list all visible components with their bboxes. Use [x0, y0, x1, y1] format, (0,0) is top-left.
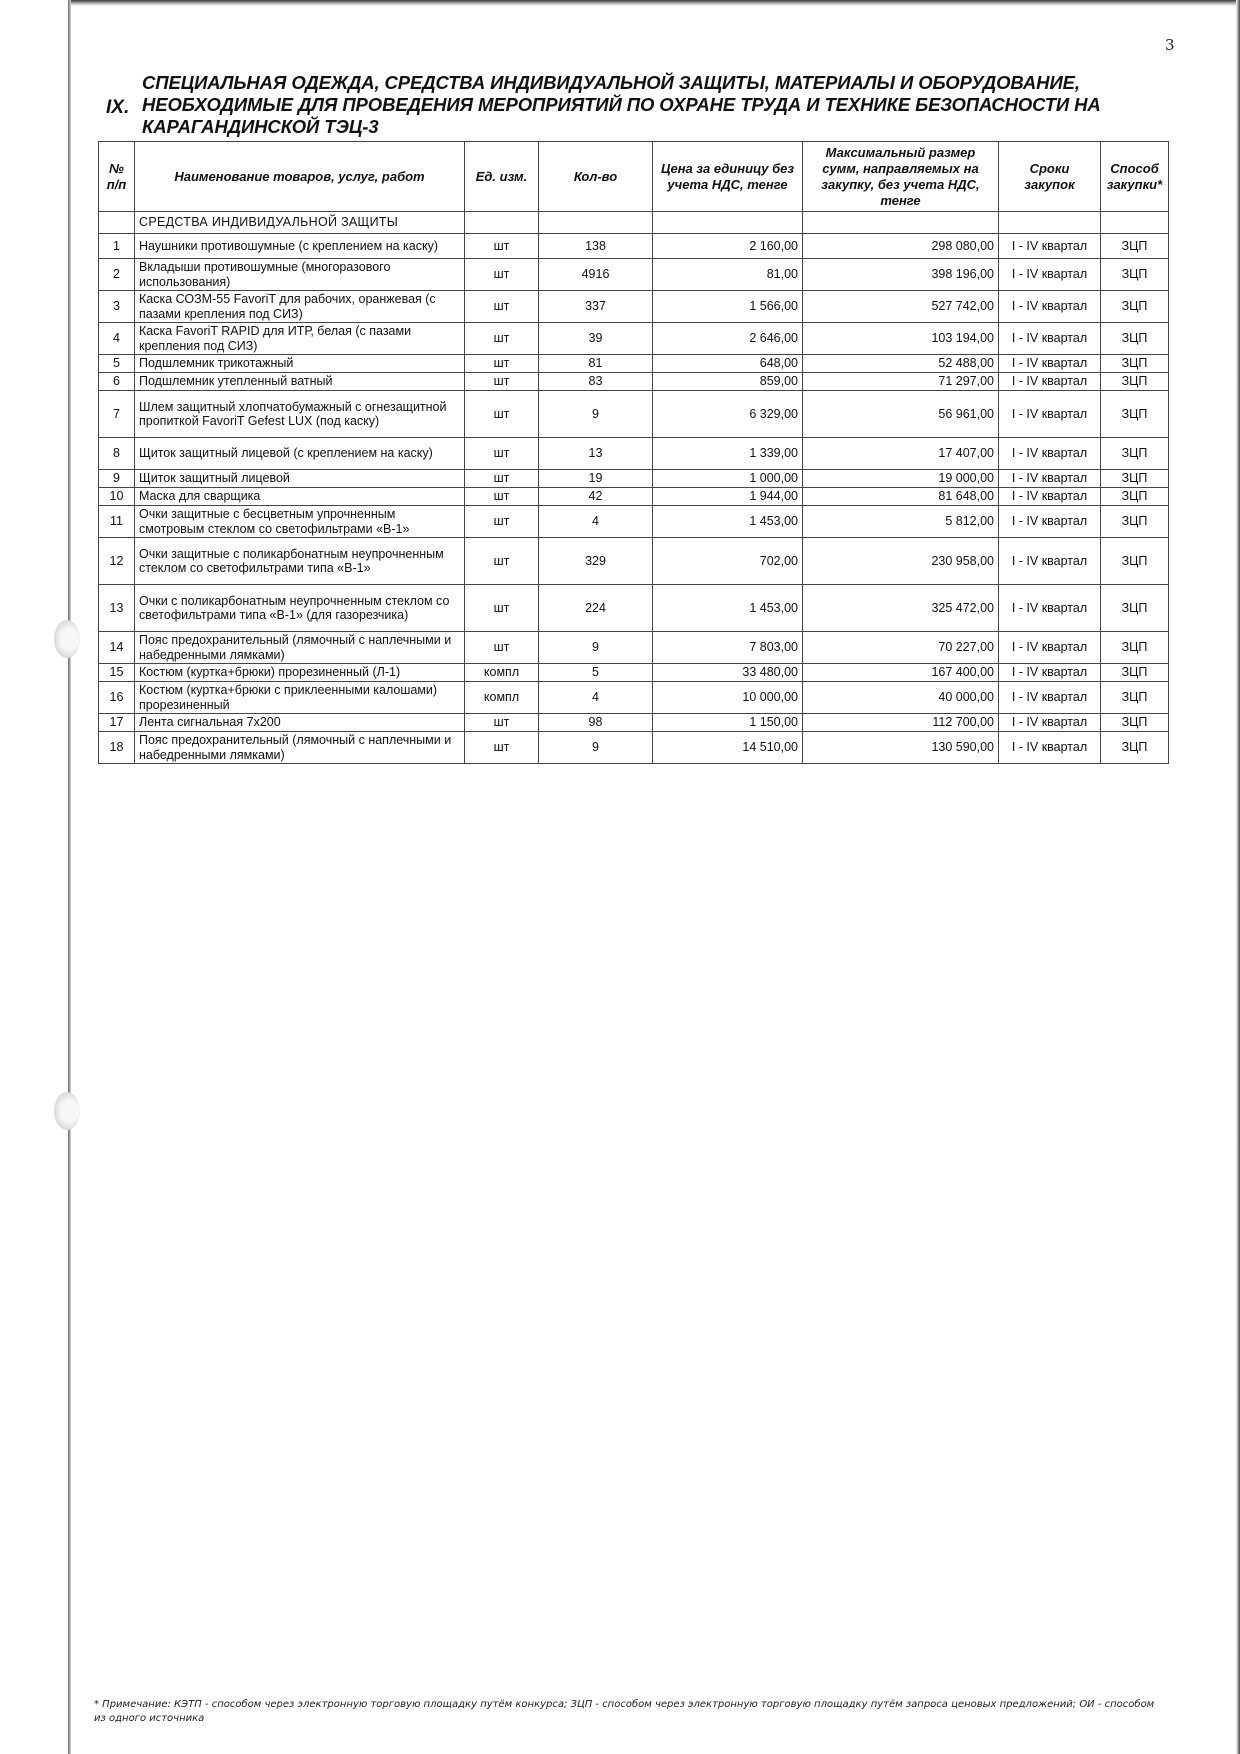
item-quantity: 138: [539, 234, 653, 259]
row-number: 2: [99, 259, 135, 291]
page-number: 3: [1165, 36, 1175, 54]
item-name: Щиток защитный лицевой (с креплением на каску): [135, 438, 465, 470]
header-method: Способ закупки*: [1101, 142, 1169, 212]
item-period: I - IV квартал: [999, 259, 1101, 291]
item-quantity: 337: [539, 291, 653, 323]
table-row: [99, 664, 1169, 682]
table-row: [99, 632, 1169, 664]
item-unit-price: 1 150,00: [653, 714, 803, 732]
item-unit: шт: [465, 714, 539, 732]
item-quantity: 9: [539, 391, 653, 438]
item-period: I - IV квартал: [999, 632, 1101, 664]
item-unit-price: 1 339,00: [653, 438, 803, 470]
item-total: 17 407,00: [803, 438, 999, 470]
table-row: [99, 682, 1169, 714]
item-period: I - IV квартал: [999, 488, 1101, 506]
item-unit: шт: [465, 234, 539, 259]
item-unit: шт: [465, 632, 539, 664]
item-period: I - IV квартал: [999, 355, 1101, 373]
category-empty-cell: [999, 212, 1101, 234]
header-qty: Кол-во: [539, 142, 653, 212]
item-total: 230 958,00: [803, 538, 999, 585]
item-unit-price: 14 510,00: [653, 732, 803, 764]
item-unit-price: 1 566,00: [653, 291, 803, 323]
item-unit: шт: [465, 373, 539, 391]
header-num: № п/п: [99, 142, 135, 212]
item-method: ЗЦП: [1101, 506, 1169, 538]
item-name: Маска для сварщика: [135, 488, 465, 506]
item-name: Очки с поликарбонатным неупрочненным стеклом со светофильтрами типа «В-1» (для газорезчика): [135, 585, 465, 632]
item-method: ЗЦП: [1101, 291, 1169, 323]
table-row: [99, 506, 1169, 538]
row-number: 11: [99, 506, 135, 538]
section-title: СПЕЦИАЛЬНАЯ ОДЕЖДА, СРЕДСТВА ИНДИВИДУАЛЬНОЙ ЗАЩИТЫ, МАТЕРИАЛЫ И ОБОРУДОВАНИЕ, НЕОБХОДИМЫЕ ДЛЯ ПРОВЕДЕНИЯ МЕРОПРИЯТИЙ ПО ОХРАНЕ ТРУДА И ТЕХНИКЕ БЕЗОПАСНОСТИ НА КАРАГАНДИНСКОЙ ТЭЦ-3: [142, 72, 1101, 137]
item-total: 40 000,00: [803, 682, 999, 714]
item-period: I - IV квартал: [999, 664, 1101, 682]
item-quantity: 98: [539, 714, 653, 732]
item-method: ЗЦП: [1101, 259, 1169, 291]
item-unit-price: 1 453,00: [653, 585, 803, 632]
table-row: [99, 538, 1169, 585]
item-unit: шт: [465, 438, 539, 470]
category-num-cell: [99, 212, 135, 234]
row-number: 3: [99, 291, 135, 323]
table-row: [99, 355, 1169, 373]
row-number: 17: [99, 714, 135, 732]
item-total: 298 080,00: [803, 234, 999, 259]
item-unit-price: 648,00: [653, 355, 803, 373]
item-unit-price: 6 329,00: [653, 391, 803, 438]
item-period: I - IV квартал: [999, 732, 1101, 764]
item-unit: шт: [465, 488, 539, 506]
item-total: 19 000,00: [803, 470, 999, 488]
section-number: IX.: [106, 97, 130, 118]
item-quantity: 4: [539, 506, 653, 538]
item-total: 167 400,00: [803, 664, 999, 682]
item-method: ЗЦП: [1101, 732, 1169, 764]
row-number: 7: [99, 391, 135, 438]
item-unit-price: 702,00: [653, 538, 803, 585]
item-quantity: 39: [539, 323, 653, 355]
item-method: ЗЦП: [1101, 664, 1169, 682]
procurement-table: [98, 141, 1169, 764]
item-unit-price: 7 803,00: [653, 632, 803, 664]
item-unit: шт: [465, 291, 539, 323]
item-name: Каска FavoriT RAPID для ИТР, белая (с пазами крепления под СИЗ): [135, 323, 465, 355]
header-unit: Ед. изм.: [465, 142, 539, 212]
item-name: Подшлемник трикотажный: [135, 355, 465, 373]
item-name: Очки защитные с бесцветным упрочненным смотровым стеклом со светофильтрами «В-1»: [135, 506, 465, 538]
item-quantity: 9: [539, 632, 653, 664]
row-number: 4: [99, 323, 135, 355]
item-name: Каска СОЗМ-55 FavoriT для рабочих, оранжевая (с пазами крепления под СИЗ): [135, 291, 465, 323]
item-total: 70 227,00: [803, 632, 999, 664]
item-total: 71 297,00: [803, 373, 999, 391]
item-unit-price: 81,00: [653, 259, 803, 291]
item-unit: шт: [465, 470, 539, 488]
item-total: 527 742,00: [803, 291, 999, 323]
item-unit: шт: [465, 323, 539, 355]
item-unit: шт: [465, 732, 539, 764]
item-unit: шт: [465, 506, 539, 538]
table-row: [99, 323, 1169, 355]
item-period: I - IV квартал: [999, 323, 1101, 355]
item-method: ЗЦП: [1101, 585, 1169, 632]
item-name: Подшлемник утепленный ватный: [135, 373, 465, 391]
row-number: 13: [99, 585, 135, 632]
category-row: [99, 212, 1169, 234]
punch-hole-lower: [54, 1092, 80, 1130]
item-unit-price: 2 160,00: [653, 234, 803, 259]
item-total: 130 590,00: [803, 732, 999, 764]
table-row: [99, 234, 1169, 259]
item-method: ЗЦП: [1101, 632, 1169, 664]
item-name: Щиток защитный лицевой: [135, 470, 465, 488]
item-unit-price: 859,00: [653, 373, 803, 391]
item-period: I - IV квартал: [999, 391, 1101, 438]
row-number: 1: [99, 234, 135, 259]
item-name: Вкладыши противошумные (многоразового использования): [135, 259, 465, 291]
scan-edge-right: [1236, 0, 1240, 1754]
table-row: [99, 259, 1169, 291]
item-unit-price: 1 944,00: [653, 488, 803, 506]
row-number: 16: [99, 682, 135, 714]
item-method: ЗЦП: [1101, 682, 1169, 714]
table-header-row: [99, 142, 1169, 212]
item-period: I - IV квартал: [999, 438, 1101, 470]
row-number: 8: [99, 438, 135, 470]
item-method: ЗЦП: [1101, 714, 1169, 732]
item-method: ЗЦП: [1101, 234, 1169, 259]
header-price: Цена за единицу без учета НДС, тенге: [653, 142, 803, 212]
table-row: [99, 291, 1169, 323]
item-quantity: 42: [539, 488, 653, 506]
scan-edge-left: [68, 0, 71, 1754]
item-period: I - IV квартал: [999, 470, 1101, 488]
item-name: Наушники противошумные (с креплением на каску): [135, 234, 465, 259]
item-unit: компл: [465, 682, 539, 714]
item-unit: шт: [465, 355, 539, 373]
table-row: [99, 438, 1169, 470]
item-unit-price: 1 000,00: [653, 470, 803, 488]
item-method: ЗЦП: [1101, 323, 1169, 355]
item-name: Шлем защитный хлопчатобумажный с огнезащитной пропиткой FavoriT Gefest LUX (под каску): [135, 391, 465, 438]
item-total: 398 196,00: [803, 259, 999, 291]
item-period: I - IV квартал: [999, 714, 1101, 732]
category-empty-cell: [465, 212, 539, 234]
category-label: СРЕДСТВА ИНДИВИДУАЛЬНОЙ ЗАЩИТЫ: [135, 212, 465, 234]
item-period: I - IV квартал: [999, 585, 1101, 632]
item-method: ЗЦП: [1101, 391, 1169, 438]
category-empty-cell: [1101, 212, 1169, 234]
item-period: I - IV квартал: [999, 373, 1101, 391]
item-quantity: 9: [539, 732, 653, 764]
item-quantity: 81: [539, 355, 653, 373]
item-name: Пояс предохранительный (лямочный с наплечными и набедренными лямками): [135, 632, 465, 664]
item-total: 81 648,00: [803, 488, 999, 506]
item-method: ЗЦП: [1101, 538, 1169, 585]
item-quantity: 4916: [539, 259, 653, 291]
item-total: 112 700,00: [803, 714, 999, 732]
table-row: [99, 714, 1169, 732]
table-row: [99, 732, 1169, 764]
item-period: I - IV квартал: [999, 291, 1101, 323]
item-period: I - IV квартал: [999, 538, 1101, 585]
table-row: [99, 373, 1169, 391]
item-name: Костюм (куртка+брюки с приклеенными калошами) прорезиненный: [135, 682, 465, 714]
category-empty-cell: [803, 212, 999, 234]
category-empty-cell: [653, 212, 803, 234]
item-name: Лента сигнальная 7х200: [135, 714, 465, 732]
item-total: 103 194,00: [803, 323, 999, 355]
item-period: I - IV квартал: [999, 682, 1101, 714]
header-period: Сроки закупок: [999, 142, 1101, 212]
item-unit-price: 1 453,00: [653, 506, 803, 538]
item-name: Пояс предохранительный (лямочный с наплечными и набедренными лямками): [135, 732, 465, 764]
item-name: Костюм (куртка+брюки) прорезиненный (Л-1): [135, 664, 465, 682]
item-unit-price: 33 480,00: [653, 664, 803, 682]
category-empty-cell: [539, 212, 653, 234]
item-period: I - IV квартал: [999, 234, 1101, 259]
item-quantity: 5: [539, 664, 653, 682]
item-method: ЗЦП: [1101, 488, 1169, 506]
item-quantity: 83: [539, 373, 653, 391]
row-number: 10: [99, 488, 135, 506]
row-number: 12: [99, 538, 135, 585]
header-total: Максимальный размер сумм, направляемых на закупку, без учета НДС, тенге: [803, 142, 999, 212]
item-quantity: 329: [539, 538, 653, 585]
punch-hole-upper: [54, 620, 80, 658]
item-unit: компл: [465, 664, 539, 682]
item-method: ЗЦП: [1101, 438, 1169, 470]
item-unit: шт: [465, 585, 539, 632]
row-number: 9: [99, 470, 135, 488]
row-number: 15: [99, 664, 135, 682]
item-method: ЗЦП: [1101, 373, 1169, 391]
item-period: I - IV квартал: [999, 506, 1101, 538]
row-number: 18: [99, 732, 135, 764]
table-row: [99, 391, 1169, 438]
row-number: 5: [99, 355, 135, 373]
item-unit-price: 2 646,00: [653, 323, 803, 355]
row-number: 6: [99, 373, 135, 391]
item-method: ЗЦП: [1101, 470, 1169, 488]
item-name: Очки защитные с поликарбонатным неупрочненным стеклом со светофильтрами типа «В-1»: [135, 538, 465, 585]
item-unit: шт: [465, 391, 539, 438]
table-row: [99, 488, 1169, 506]
item-total: 52 488,00: [803, 355, 999, 373]
footnote: * Примечание: КЭТП - способом через электронную торговую площадку путём конкурса; ЗЦП - способом через электронную торговую площадку путём запроса ценовых предложений; ОИ - способом из одного источника: [94, 1699, 1155, 1724]
scan-edge-top: [70, 0, 1240, 6]
item-quantity: 19: [539, 470, 653, 488]
table-row: [99, 585, 1169, 632]
item-total: 5 812,00: [803, 506, 999, 538]
item-unit: шт: [465, 538, 539, 585]
item-quantity: 224: [539, 585, 653, 632]
header-name: Наименование товаров, услуг, работ: [135, 142, 465, 212]
item-unit: шт: [465, 259, 539, 291]
row-number: 14: [99, 632, 135, 664]
item-unit-price: 10 000,00: [653, 682, 803, 714]
item-method: ЗЦП: [1101, 355, 1169, 373]
item-total: 325 472,00: [803, 585, 999, 632]
table-row: [99, 470, 1169, 488]
item-quantity: 4: [539, 682, 653, 714]
item-total: 56 961,00: [803, 391, 999, 438]
item-quantity: 13: [539, 438, 653, 470]
